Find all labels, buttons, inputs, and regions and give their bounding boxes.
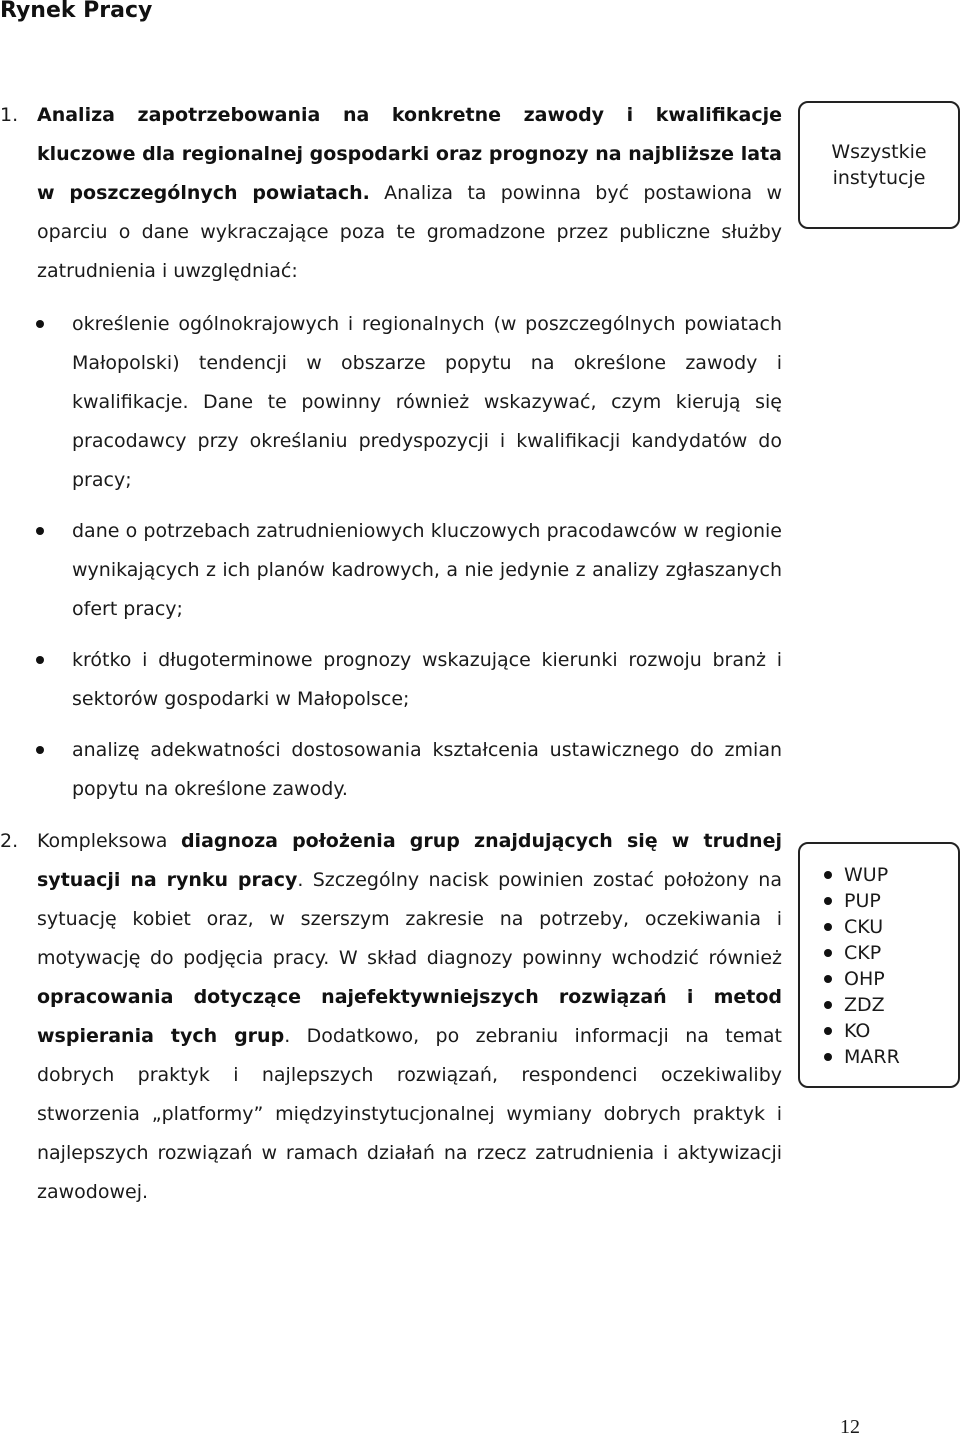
bullet-icon [36,320,44,328]
institution-item [822,992,900,1018]
institutions-all-label: Wszystkie instytucje [831,141,927,189]
institution-item [822,966,900,992]
bullet-icon [824,871,832,879]
institution-item [822,1018,900,1044]
institution-label: KO [844,1020,871,1042]
institutions-list [822,862,900,1070]
section-2-number: 2. [0,830,19,852]
institution-label: MARR [844,1046,900,1068]
institution-label: ZDZ [844,994,885,1016]
document-header: Rynek Pracy [0,0,153,23]
bullet-icon [824,1053,832,1061]
bullet-icon [824,1027,832,1035]
bullet-icon [36,656,44,664]
bullet-icon [36,527,44,535]
bullet-icon [824,1001,832,1009]
institution-label: CKU [844,916,884,938]
section-1-number: 1. [0,104,19,126]
institution-label: PUP [844,890,881,912]
bullet-icon [824,897,832,905]
institutions-box-all [798,101,960,229]
section-1-body: Analiza ta powinna być postawiona w oparciu o dane wykraczające poza te gromadzone przez publiczne służby zatrudnienia i uwzględniać: [37,182,782,282]
section-2-bold-part: opracowania dotyczące najefektywniejszych rozwiązań i metod wspierania tych grup [37,986,782,1047]
list-item-text: dane o potrzebach zatrudnieniowych kluczowych pracodawców w regionie wynikających z ich planów kadrowych, a nie jedynie z analizy zgłaszanych ofert pracy; [72,520,782,620]
section-2-text [37,822,782,1212]
institution-item [822,862,900,888]
bullet-icon [36,746,44,754]
section-1-text [37,96,782,291]
institution-item [822,1044,900,1070]
bullet-icon [824,923,832,931]
list-item-text: krótko i długoterminowe prognozy wskazujące kierunki rozwoju branż i sektorów gospodarki w Małopolsce; [72,649,782,710]
list-item-text: analizę adekwatności dostosowania kształcenia ustawicznego do zmian popytu na określone zawody. [72,739,782,800]
bullet-icon [824,975,832,983]
section-1-bold-title: Analiza zapotrzebowania na konkretne zawody i kwalifikacje kluczowe dla regionalnej gospodarki oraz prognozy na najbliższe lata w poszczególnych powiatach. [37,104,782,204]
institution-label: WUP [844,864,889,886]
institution-item [822,914,900,940]
institution-label: CKP [844,942,882,964]
section-2-bold-part: diagnoza położenia grup znajdujących się w trudnej sytuacji na rynku pracy [37,830,782,891]
section-2-text-part: . Szczególny nacisk powinien zostać położony na sytuację kobiet oraz, w szerszym zakresie na potrzeby, oczekiwania i motywację do podjęcia pracy. W skład diagnozy powinny wchodzić również [37,869,782,969]
institutions-box-list [798,842,960,1088]
page-number: 12 [840,1416,860,1438]
bullet-icon [824,949,832,957]
section-2-text-part: Kompleksowa [37,830,181,852]
section-2-text-part: . Dodatkowo, po zebraniu informacji na temat dobrych praktyk i najlepszych rozwiązań, respondenci oczekiwaliby stworzenia „platformy” międzyinstytucjonalnej wymiany dobrych praktyk i najlepszych rozwiązań w ramach działań na rzecz zatrudnienia i aktywizacji zawodowej. [37,1025,782,1203]
institution-item [822,888,900,914]
institution-label: OHP [844,968,885,990]
list-item-text: określenie ogólnokrajowych i regionalnych (w poszczególnych powiatach Małopolski) tendencji w obszarze popytu na określone zawody i kwalifikacje. Dane te powinny również wskazywać, czym kierują się pracodawcy przy określaniu predyspozycji i kwalifikacji kandydatów do pracy; [72,313,782,491]
institution-item [822,940,900,966]
